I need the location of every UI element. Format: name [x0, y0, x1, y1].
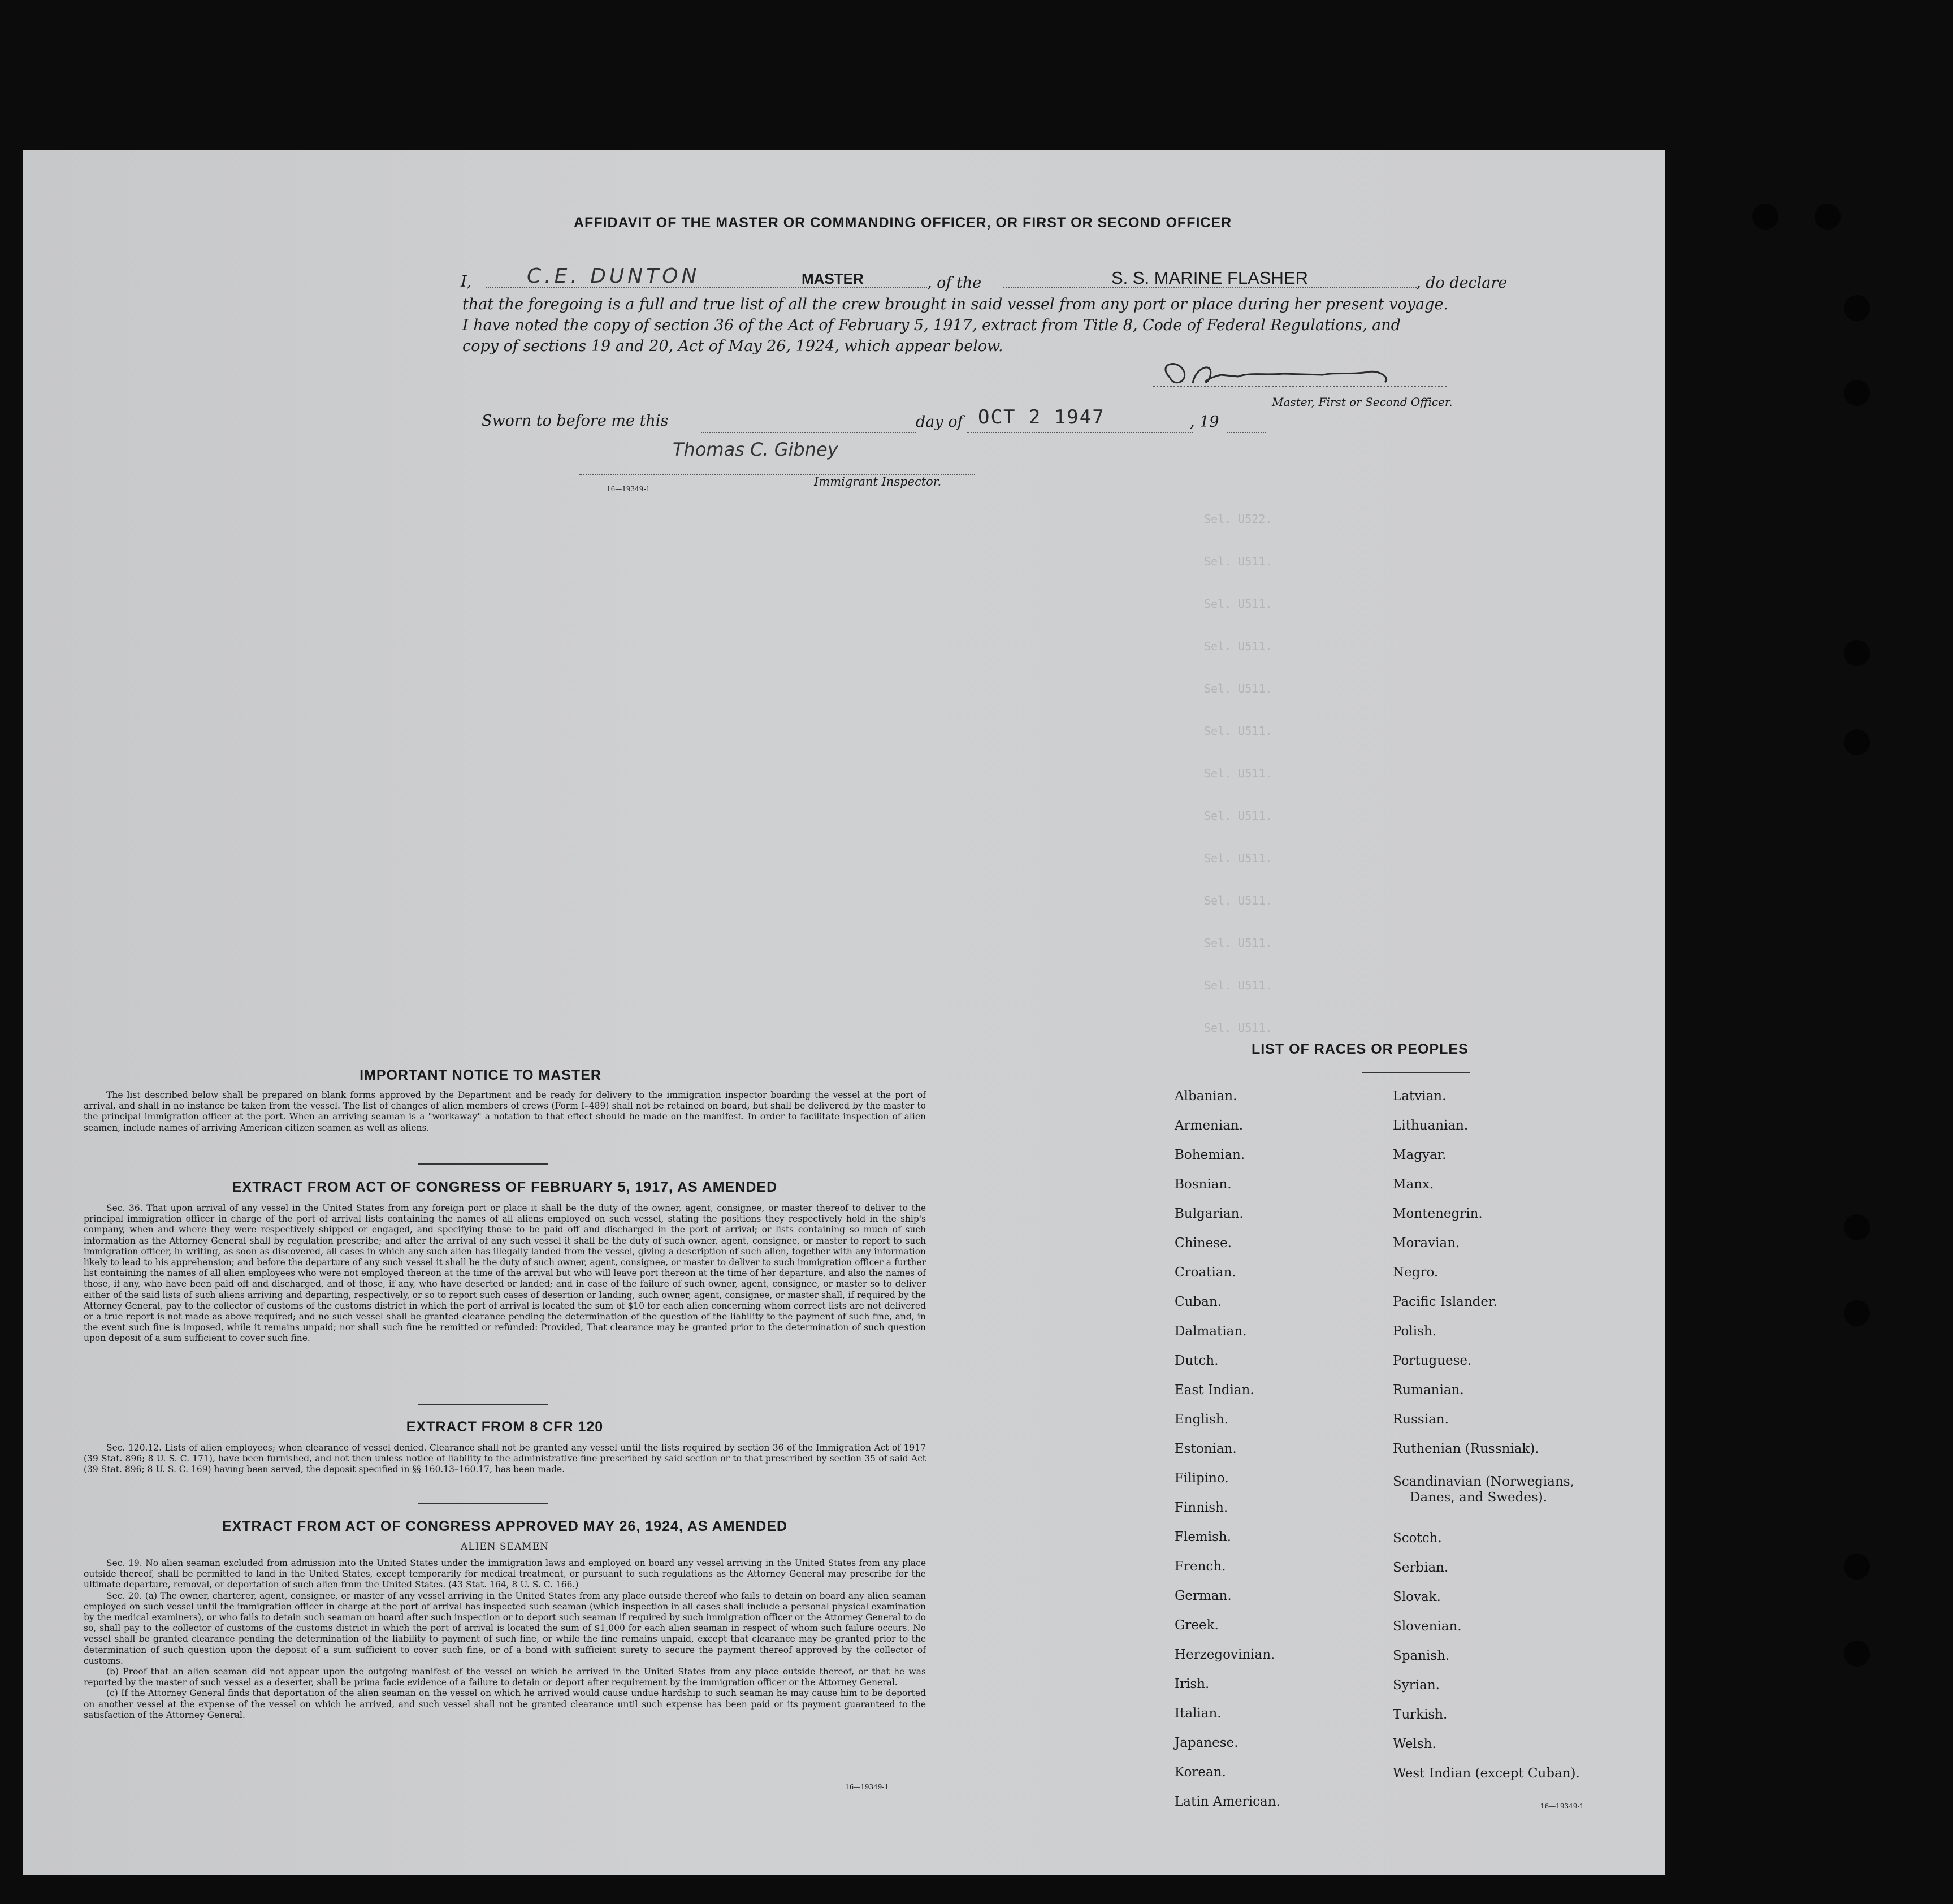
race-item: Syrian.	[1393, 1678, 1440, 1693]
inspector-signature: Thomas C. Gibney	[673, 439, 838, 460]
year-line	[1227, 431, 1266, 433]
affidavit-i: I,	[461, 273, 472, 291]
race-item: Moravian.	[1393, 1236, 1460, 1250]
race-item: Scandinavian (Norwegians,	[1393, 1474, 1574, 1489]
race-item: Irish.	[1175, 1677, 1210, 1691]
race-item: French.	[1175, 1559, 1226, 1574]
extract-1924-paragraph-1: Sec. 19. No alien seaman excluded from admission into the United States under the immigration laws and employed on board any vessel arriving in the United States from any place outside thereof, shall be permitted to land in the United States, except temporarily for medical treatment, or pursuant to such regulations as the Attorney General may prescribe for the ultimate departure, removal, or deportation of such alien from the United States. (43 Stat. 164, 8 U. S. C. 166.)	[84, 1558, 926, 1590]
race-item: Polish.	[1393, 1324, 1437, 1339]
affidavit-title: AFFIDAVIT OF THE MASTER OR COMMANDING OFFICER, OR FIRST OR SECOND OFFICER	[574, 215, 1232, 231]
vessel-name: S. S. MARINE FLASHER	[1111, 268, 1308, 288]
bleed-through-text: Sel. U511.	[1204, 936, 1272, 950]
race-item: Magyar.	[1393, 1148, 1447, 1162]
document-page	[23, 150, 1665, 1875]
race-item: Ruthenian (Russniak).	[1393, 1442, 1539, 1456]
race-item: German.	[1175, 1589, 1232, 1603]
race-item: Cuban.	[1175, 1295, 1222, 1309]
race-item: Armenian.	[1175, 1118, 1244, 1133]
form-number-bottom-right: 16—19349-1	[1540, 1802, 1584, 1810]
bleed-through-text: Sel. U511.	[1204, 1021, 1272, 1035]
extract-1917-text	[84, 1203, 926, 1344]
extract-1924-paragraph-2: Sec. 20. (a) The owner, charterer, agent, consignee, or master of any vessel arriving in the United States from any place outside thereof who fails to detain on board any alien seaman employed on such vessel until the immigration officer in charge at the port of arrival has inspected such seaman (which inspection in all cases shall include a personal physical examination by the medical examiners), or who fails to detain such seaman on board after such inspection or to deport such seaman if required by such immigration officer or the Attorney General to do so, shall pay to the collector of customs of the customs district in which the port of arrival is located the sum of $1,000 for each alien seaman in respect of whom such failure occurs. No vessel shall be granted clearance pending the determination of the liability to payment of such fine, or while the fine remains unpaid, except that clearance may be granted prior to the determination of such question upon the deposit of a sum sufficient to cover such fine, or of a bond with sufficient surety to secure the payment thereof approved by the collector of customs.	[84, 1590, 926, 1666]
race-item: Slovenian.	[1393, 1619, 1462, 1634]
notice-title: IMPORTANT NOTICE TO MASTER	[360, 1067, 601, 1083]
bleed-through-text: Sel. U511.	[1204, 555, 1272, 568]
race-item: Latvian.	[1393, 1089, 1447, 1104]
race-item: Flemish.	[1175, 1530, 1232, 1544]
form-number-bottom-left: 16—19349-1	[845, 1783, 889, 1791]
race-item: Russian.	[1393, 1412, 1449, 1427]
race-item: Italian.	[1175, 1706, 1222, 1721]
binder-hole-2	[1815, 204, 1841, 230]
affidavit-line-2: that the foregoing is a full and true list of all the crew brought in said vessel from any port or place during her present voyage.	[462, 296, 1449, 313]
day-of-text: day of	[916, 413, 963, 431]
race-item: Korean.	[1175, 1765, 1226, 1780]
races-title: LIST OF RACES OR PEOPLES	[1252, 1041, 1469, 1057]
affidavit-line-4: copy of sections 19 and 20, Act of May 26, 1924, which appear below.	[462, 337, 1003, 355]
sworn-day-line	[701, 431, 916, 433]
binder-hole-8	[1844, 1300, 1870, 1326]
extract-1924-subtitle: ALIEN SEAMEN	[461, 1541, 549, 1552]
do-declare-text: , do declare	[1416, 274, 1508, 292]
extract-1917-title: EXTRACT FROM ACT OF CONGRESS OF FEBRUARY 5, 1917, AS AMENDED	[232, 1179, 778, 1195]
race-item: Lithuanian.	[1393, 1118, 1469, 1133]
master-rank: MASTER	[802, 270, 864, 287]
race-item: East Indian.	[1175, 1383, 1254, 1397]
race-item: Negro.	[1393, 1265, 1439, 1280]
race-item: Chinese.	[1175, 1236, 1232, 1250]
race-item: Finnish.	[1175, 1500, 1228, 1515]
race-item: Turkish.	[1393, 1707, 1448, 1722]
bleed-through-text: Sel. U511.	[1204, 851, 1272, 865]
bleed-through-text: Sel. U511.	[1204, 639, 1272, 653]
race-item: Croatian.	[1175, 1265, 1236, 1280]
bleed-through-text: Sel. U511.	[1204, 682, 1272, 695]
form-number-top: 16—19349-1	[607, 485, 651, 493]
binder-hole-4	[1844, 380, 1870, 406]
race-item: Bulgarian.	[1175, 1206, 1244, 1221]
extract-cfr-paragraph: Sec. 120.12. Lists of alien employees; when clearance of vessel denied. Clearance shall not be granted any vessel until the lists required by section 36 of the Immigration Act of 1917 (39 Stat. 896; 8 U. S. C. 171), have been furnished, and not then unless notice of liability to the administrative fine prescribed by said section or to that prescribed by section 35 of said Act (39 Stat. 896; 8 U. S. C. 169) having been served, the deposit specified in §§ 160.13–160.17, has been made.	[84, 1443, 926, 1475]
race-item: Dutch.	[1175, 1353, 1219, 1368]
race-item: Greek.	[1175, 1618, 1219, 1633]
notice-paragraph: The list described below shall be prepared on blank forms approved by the Department and be ready for delivery to the immigration inspector boarding the vessel at the port of arrival, and shall in no instance be taken from the vessel. The list of changes of alien members of crews (Form I–489) shall not be retained on board, but shall be delivered by the master to the principal immigration officer at the port. When an arriving seaman is a "workaway" a notation to that effect should be made on the manifest. In order to facilitate inspection of alien seamen, include names of arriving American citizen seamen as well as aliens.	[84, 1090, 926, 1133]
section-divider	[418, 1503, 548, 1504]
affidavit-line-3: I have noted the copy of section 36 of the Act of February 5, 1917, extract from Title 8, Code of Federal Regulations, and	[462, 317, 1401, 334]
race-item: Filipino.	[1175, 1471, 1229, 1486]
extract-1924-text	[84, 1558, 926, 1721]
race-item: Serbian.	[1393, 1560, 1449, 1575]
date-line	[967, 431, 1193, 433]
inspector-caption: Immigrant Inspector.	[814, 475, 942, 488]
race-item: Japanese.	[1175, 1736, 1239, 1750]
bleed-through-text: Sel. U522.	[1204, 512, 1272, 526]
sworn-text: Sworn to before me this	[482, 412, 669, 430]
race-item: Herzegovinian.	[1175, 1647, 1275, 1662]
race-item: Rumanian.	[1393, 1383, 1464, 1397]
bleed-through-text: Sel. U511.	[1204, 979, 1272, 992]
extract-1924-paragraph-3: (b) Proof that an alien seaman did not appear upon the outgoing manifest of the vessel on which he arrived in the United States from any place outside thereof, or that he was reported by the master of such vessel as a deserter, shall be prima facie evidence of a failure to detain or deport after requirement by the immigration officer or the Attorney General.	[84, 1667, 926, 1688]
race-item: Slovak.	[1393, 1590, 1441, 1604]
binder-hole-7	[1844, 1214, 1870, 1240]
race-item: Welsh.	[1393, 1737, 1436, 1751]
section-divider	[418, 1163, 548, 1165]
extract-1924-paragraph-4: (c) If the Attorney General finds that deportation of the alien seaman on the vessel on which he arrived would cause undue hardship to such seaman he may cause him to be deported on another vessel at the expense of the vessel on which he arrived, and such vessel shall not be granted clearance until such expense has been paid or its payment guaranteed to the satisfaction of the Attorney General.	[84, 1688, 926, 1720]
bleed-through-text: Sel. U511.	[1204, 809, 1272, 823]
race-item: Bosnian.	[1175, 1177, 1232, 1192]
binder-hole-9	[1844, 1554, 1870, 1580]
race-item: Portuguese.	[1393, 1353, 1472, 1368]
extract-cfr-title: EXTRACT FROM 8 CFR 120	[406, 1419, 604, 1435]
notice-text	[84, 1090, 926, 1133]
race-item: Dalmatian.	[1175, 1324, 1247, 1339]
binder-hole-1	[1752, 204, 1778, 230]
binder-hole-10	[1844, 1641, 1870, 1667]
section-divider	[418, 1404, 548, 1405]
extract-1917-paragraph: Sec. 36. That upon arrival of any vessel in the United States from any foreign port or place it shall be the duty of the owner, agent, consignee, or master thereof to deliver to the principal immigration officer in charge of the port of arrival lists containing the names of all aliens employed on such vessel, stating the positions they respectively hold in the ship's company, when and where they were respectively shipped or engaged, and specifying those to be paid off and discharged in the port of arrival; or lists containing so much of such information as the Attorney General shall by regulation prescribe; and after the arrival of any such vessel it shall be the duty of such owner, agent, consignee, or master to report to such immigration officer, in writing, as soon as discovered, all cases in which any such alien has illegally landed from the vessel, giving a description of such alien, together with any information likely to lead to his apprehension; and before the departure of any such vessel it shall be the duty of such owner, agent, consignee, or master to deliver to such immigration officer a further list containing the names of all alien employees who were not employed thereon at the time of the arrival but who will leave port thereon at the time of her departure, and also the names of those, if any, who have been paid off and discharged, and of those, if any, who have deserted or landed; and in case of the failure of such owner, agent, consignee, or master so to deliver either of the said lists of such aliens arriving and departing, respectively, or so to report such cases of desertion or landing, such owner, agent, consignee, or master shall, if required by the Attorney General, pay to the collector of customs of the customs district in which the port of arrival is located the sum of $10 for each alien concerning whom correct lists are not delivered or a true report is not made as above required; and no such vessel shall be granted clearance pending the determination of the question of the liability to the payment of such fine, and, in the event such fine is imposed, while it remains unpaid; nor shall such fine be remitted or refunded: Provided, That clearance may be granted prior to the determination of such question upon deposit of a sum sufficient to cover such fine.	[84, 1203, 926, 1344]
year-text: , 19	[1190, 413, 1219, 431]
races-divider	[1362, 1072, 1470, 1073]
date-stamp: OCT 2 1947	[978, 406, 1105, 429]
of-the-text: , of the	[927, 274, 982, 292]
race-item: Scotch.	[1393, 1531, 1442, 1546]
binder-hole-3	[1844, 295, 1870, 321]
extract-1924-title: EXTRACT FROM ACT OF CONGRESS APPROVED MAY 26, 1924, AS AMENDED	[222, 1518, 788, 1534]
bleed-through-text: Sel. U511.	[1204, 894, 1272, 907]
extract-cfr-text	[84, 1443, 926, 1475]
bleed-through-text: Sel. U511.	[1204, 724, 1272, 738]
race-item: Manx.	[1393, 1177, 1434, 1192]
race-item: Bohemian.	[1175, 1148, 1245, 1162]
race-item: Montenegrin.	[1393, 1206, 1483, 1221]
race-item: English.	[1175, 1412, 1228, 1427]
master-caption: Master, First or Second Officer.	[1272, 395, 1453, 409]
master-name-handwritten: C.E. DUNTON	[527, 265, 700, 288]
binder-hole-6	[1844, 729, 1870, 755]
bleed-through-text: Sel. U511.	[1204, 767, 1272, 780]
binder-hole-5	[1844, 640, 1870, 666]
race-item: Danes, and Swedes).	[1410, 1490, 1548, 1505]
race-item: Pacific Islander.	[1393, 1295, 1497, 1309]
race-item: West Indian (except Cuban).	[1393, 1766, 1580, 1781]
race-item: Albanian.	[1175, 1089, 1237, 1104]
race-item: Latin American.	[1175, 1794, 1280, 1809]
master-signature	[1153, 355, 1447, 395]
race-item: Estonian.	[1175, 1442, 1237, 1456]
race-item: Spanish.	[1393, 1648, 1450, 1663]
bleed-through-text: Sel. U511.	[1204, 597, 1272, 611]
